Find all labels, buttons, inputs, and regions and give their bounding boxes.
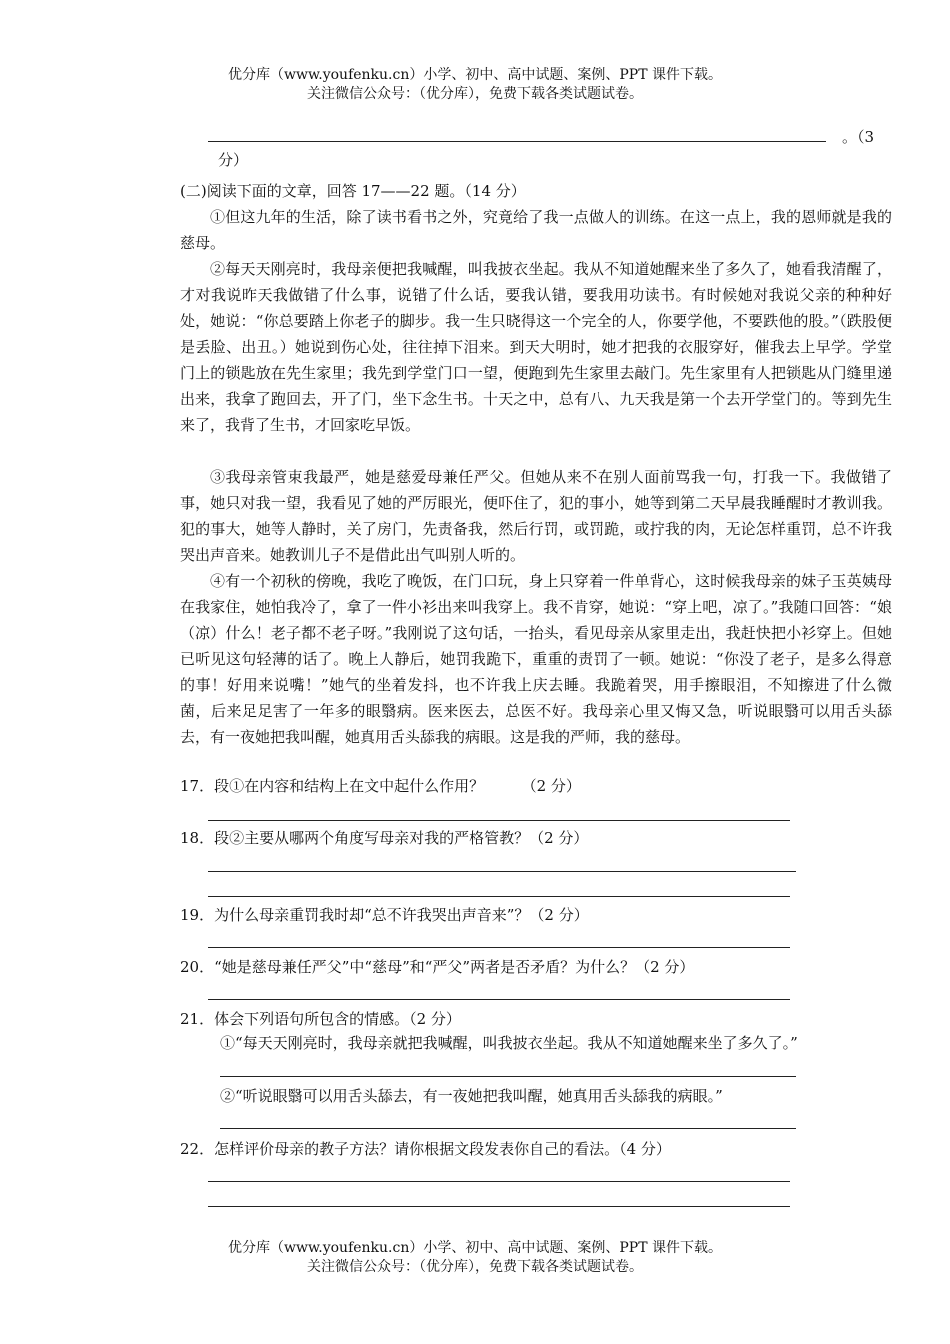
answer-line-prev: [208, 141, 826, 142]
answer-line-20[interactable]: [208, 999, 790, 1000]
section-title: (二)阅读下面的文章，回答 17——22 题。（14 分）: [180, 182, 526, 200]
header-line-2: 关注微信公众号：（优分库），免费下载各类试题试卷。: [307, 86, 643, 102]
footer-line-1: 优分库（www.youfenku.cn）小学、初中、高中试题、案例、PPT 课件下载。: [227, 1240, 722, 1256]
header-line-1: 优分库（www.youfenku.cn）小学、初中、高中试题、案例、PPT 课件下载。: [227, 67, 722, 83]
answer-line-19[interactable]: [208, 947, 790, 948]
answer-line-21b[interactable]: [220, 1128, 796, 1129]
prev-tail: 。（3: [842, 128, 875, 146]
question-21: 21．体会下列语句所包含的情感。（2 分）: [180, 1010, 461, 1028]
question-19: 19．为什么母亲重罚我时却“总不许我哭出声音来”？（2 分）: [180, 906, 589, 924]
page-header: [0, 66, 950, 104]
question-21-item-2: ②“听说眼翳可以用舌头舔去，有一夜她把我叫醒，她真用舌头舔我的病眼。”: [220, 1087, 723, 1105]
prev-score: 分）: [218, 151, 249, 169]
question-17: 17．段①在内容和结构上在文中起什么作用？ （2 分）: [180, 777, 581, 795]
answer-line-22a[interactable]: [208, 1181, 790, 1182]
paragraph-1: ①但这九年的生活，除了读书看书之外，究竟给了我一点做人的训练。在这一点上，我的恩师就是我的慈母。: [180, 208, 892, 252]
answer-line-22b[interactable]: [208, 1206, 790, 1207]
answer-line-21a[interactable]: [220, 1076, 796, 1077]
answer-line-18a[interactable]: [208, 871, 796, 872]
answer-line-18b[interactable]: [208, 896, 790, 897]
paragraph-4: ④有一个初秋的傍晚，我吃了晚饭，在门口玩，身上只穿着一件单背心，这时候我母亲的妹子玉英姨母在我家住，她怕我冷了，拿了一件小衫出来叫我穿上。我不肯穿，她说：“穿上吧，凉了。”我随口回答：“娘（凉）什么！老子都不老子呀。”我刚说了这句话，一抬头，看见母亲从家里走出，我赶快把小衫穿上。但她已听见这句轻薄的话了。晚上人静后，她罚我跪下，重重的责罚了一顿。她说：“你没了老子，是多么得意的事！好用来说嘴！”她气的坐着发抖，也不许我上庆去睡。我跪着哭，用手擦眼泪，不知擦进了什么微菌，后来足足害了一年多的眼翳病。医来医去，总医不好。我母亲心里又悔又急，听说眼翳可以用舌头舔去，有一夜她把我叫醒，她真用舌头舔我的病眼。这是我的严师，我的慈母。: [180, 572, 892, 746]
paragraph-2: ②每天天刚亮时，我母亲便把我喊醒，叫我披衣坐起。我从不知道她醒来坐了多久了，她看我清醒了，才对我说昨天我做错了什么事，说错了什么话，要我认错，要我用功读书。有时候她对我说父亲的种种好处，她说：“你总要踏上你老子的脚步。我一生只晓得这一个完全的人，你要学他，不要跌他的股。”（跌股便是丢脸、出丑。）她说到伤心处，往往掉下泪来。到天大明时，她才把我的衣服穿好，催我去上早学。学堂门上的锁匙放在先生家里；我先到学堂门口一望，便跑到先生家里去敲门。先生家里有人把锁匙从门缝里递出来，我拿了跑回去，开了门，坐下念生书。十天之中，总有八、九天我是第一个去开学堂门的。等到先生来了，我背了生书，才回家吃早饭。: [180, 260, 892, 434]
question-22: 22．怎样评价母亲的教子方法？请你根据文段发表你自己的看法。（4 分）: [180, 1140, 671, 1158]
question-18: 18．段②主要从哪两个角度写母亲对我的严格管教？（2 分）: [180, 829, 589, 847]
footer-line-2: 关注微信公众号：（优分库），免费下载各类试题试卷。: [307, 1259, 643, 1275]
question-21-item-1: ①“每天天刚亮时，我母亲就把我喊醒，叫我披衣坐起。我从不知道她醒来坐了多久了。”: [220, 1034, 798, 1052]
question-20: 20．“她是慈母兼任严父”中“慈母”和“严父”两者是否矛盾？为什么？（2 分）: [180, 958, 695, 976]
paragraph-3: ③我母亲管束我最严，她是慈爱母兼任严父。但她从来不在别人面前骂我一句，打我一下。我做错了事，她只对我一望，我看见了她的严厉眼光，便吓住了，犯的事小，她等到第二天早晨我睡醒时才教训我。犯的事大，她等人静时，关了房门，先责备我，然后行罚，或罚跪，或拧我的肉，无论怎样重罚，总不许我哭出声音来。她教训儿子不是借此出气叫别人听的。: [180, 468, 892, 564]
page-footer: [0, 1239, 950, 1277]
answer-line-17[interactable]: [208, 820, 790, 821]
